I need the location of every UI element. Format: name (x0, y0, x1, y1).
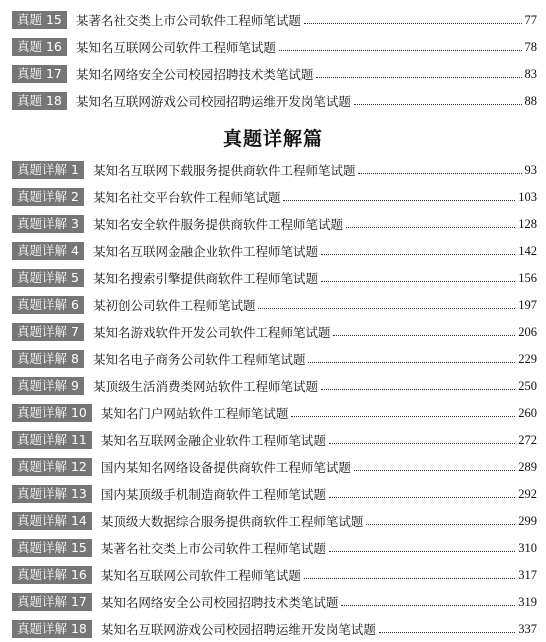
dot-leader (258, 308, 515, 309)
entry-tag: 真题详解 15 (12, 539, 92, 557)
dot-leader (379, 632, 515, 633)
dot-leader (329, 497, 515, 498)
dot-leader (354, 470, 515, 471)
entry-page-number: 83 (524, 66, 537, 81)
toc-entry[interactable] (12, 537, 537, 559)
entry-tag: 真题详解 7 (12, 323, 84, 341)
entry-page-number: 78 (524, 39, 537, 54)
dot-leader (346, 227, 515, 228)
entry-title: 某知名互联网下载服务提供商软件工程师笔试题 (92, 163, 356, 178)
entry-page-number: 299 (518, 513, 537, 528)
entry-tag: 真题详解 13 (12, 485, 92, 503)
entry-page-number: 317 (518, 567, 537, 582)
toc-entry[interactable] (12, 213, 537, 235)
entry-tag: 真题详解 2 (12, 188, 84, 206)
entry-title: 某顶级生活消费类网站软件工程师笔试题 (92, 379, 318, 394)
toc-entry[interactable] (12, 321, 537, 343)
toc-entry[interactable] (12, 456, 537, 478)
entry-title: 某知名门户网站软件工程师笔试题 (100, 406, 289, 421)
toc-entry[interactable] (12, 186, 537, 208)
entry-title: 某初创公司软件工程师笔试题 (92, 298, 256, 313)
entry-title: 某知名网络安全公司校园招聘技术类笔试题 (100, 595, 339, 610)
entry-tag: 真题详解 11 (12, 431, 92, 449)
entry-page-number: 289 (518, 459, 537, 474)
entry-tag: 真题详解 9 (12, 377, 84, 395)
entry-page-number: 206 (518, 324, 537, 339)
entry-title: 某著名社交类上市公司软件工程师笔试题 (75, 13, 301, 28)
dot-leader (308, 362, 515, 363)
entry-tag: 真题 17 (12, 65, 67, 83)
entry-tag: 真题详解 8 (12, 350, 84, 368)
entry-tag: 真题详解 5 (12, 269, 84, 287)
entry-title: 某知名搜索引擎提供商软件工程师笔试题 (92, 271, 318, 286)
toc-entry[interactable] (12, 36, 537, 58)
entry-tag: 真题 18 (12, 92, 67, 110)
entry-title: 某著名社交类上市公司软件工程师笔试题 (100, 541, 326, 556)
entry-page-number: 93 (524, 162, 537, 177)
entry-title: 某知名互联网游戏公司校园招聘运维开发岗笔试题 (100, 622, 376, 637)
entry-tag: 真题详解 12 (12, 458, 92, 476)
dot-leader (321, 281, 515, 282)
entry-title: 某知名游戏软件开发公司软件工程师笔试题 (92, 325, 331, 340)
dot-leader (321, 389, 515, 390)
entry-title: 某知名社交平台软件工程师笔试题 (92, 190, 281, 205)
entry-title: 某知名互联网游戏公司校园招聘运维开发岗笔试题 (75, 94, 351, 109)
dot-leader (304, 578, 515, 579)
dot-leader (316, 77, 521, 78)
toc-entry[interactable] (12, 294, 537, 316)
dot-leader (341, 605, 515, 606)
toc-entry[interactable] (12, 9, 537, 31)
entry-tag: 真题详解 10 (12, 404, 92, 422)
entry-tag: 真题详解 6 (12, 296, 84, 314)
toc-entry[interactable] (12, 483, 537, 505)
dot-leader (283, 200, 515, 201)
dot-leader (333, 335, 515, 336)
entry-tag: 真题详解 1 (12, 161, 84, 179)
toc-entry[interactable] (12, 429, 537, 451)
entry-page-number: 142 (518, 243, 537, 258)
entry-tag: 真题详解 4 (12, 242, 84, 260)
entry-page-number: 128 (518, 216, 537, 231)
dot-leader (329, 551, 515, 552)
toc-entry[interactable] (12, 591, 537, 613)
entry-title: 某知名互联网公司软件工程师笔试题 (75, 40, 276, 55)
toc-entry[interactable] (12, 159, 537, 181)
toc-entry[interactable] (12, 267, 537, 289)
entry-page-number: 250 (518, 378, 537, 393)
entry-title: 国内某知名网络设备提供商软件工程师笔试题 (100, 460, 351, 475)
entry-tag: 真题详解 16 (12, 566, 92, 584)
entry-page-number: 272 (518, 432, 537, 447)
entry-tag: 真题 16 (12, 38, 67, 56)
toc-entry[interactable] (12, 510, 537, 532)
dot-leader (291, 416, 515, 417)
dot-leader (329, 443, 515, 444)
toc-entry[interactable] (12, 240, 537, 262)
entry-page-number: 292 (518, 486, 537, 501)
entry-title: 某顶级大数据综合服务提供商软件工程师笔试题 (100, 514, 364, 529)
entry-title: 某知名互联网金融企业软件工程师笔试题 (100, 433, 326, 448)
entry-title: 某知名互联网金融企业软件工程师笔试题 (92, 244, 318, 259)
entry-title: 某知名电子商务公司软件工程师笔试题 (92, 352, 306, 367)
entry-page-number: 319 (518, 594, 537, 609)
entry-page-number: 229 (518, 351, 537, 366)
dot-leader (366, 524, 515, 525)
toc-entry[interactable] (12, 375, 537, 397)
entry-tag: 真题详解 17 (12, 593, 92, 611)
entry-page-number: 337 (518, 621, 537, 636)
toc-entry[interactable] (12, 90, 537, 112)
entry-page-number: 88 (524, 93, 537, 108)
entry-page-number: 310 (518, 540, 537, 555)
toc-entry[interactable] (12, 348, 537, 370)
toc-entry[interactable] (12, 63, 537, 85)
entry-tag: 真题 15 (12, 11, 67, 29)
toc-entry[interactable] (12, 618, 537, 640)
entry-title: 国内某顶级手机制造商软件工程师笔试题 (100, 487, 326, 502)
entry-tag: 真题详解 3 (12, 215, 84, 233)
entry-tag: 真题详解 14 (12, 512, 92, 530)
dot-leader (358, 173, 521, 174)
entry-page-number: 197 (518, 297, 537, 312)
toc-entry[interactable] (12, 402, 537, 424)
dot-leader (321, 254, 515, 255)
entry-page-number: 77 (524, 12, 537, 27)
entry-title: 某知名安全软件服务提供商软件工程师笔试题 (92, 217, 343, 232)
toc-entry[interactable] (12, 564, 537, 586)
dot-leader (354, 104, 522, 105)
entry-page-number: 260 (518, 405, 537, 420)
dot-leader (304, 23, 522, 24)
entry-title: 某知名网络安全公司校园招聘技术类笔试题 (75, 67, 314, 82)
entry-title: 某知名互联网公司软件工程师笔试题 (100, 568, 301, 583)
entry-tag: 真题详解 18 (12, 620, 92, 638)
section-heading: 真题详解篇 (222, 128, 323, 150)
entry-page-number: 103 (518, 189, 537, 204)
dot-leader (279, 50, 522, 51)
entry-page-number: 156 (518, 270, 537, 285)
